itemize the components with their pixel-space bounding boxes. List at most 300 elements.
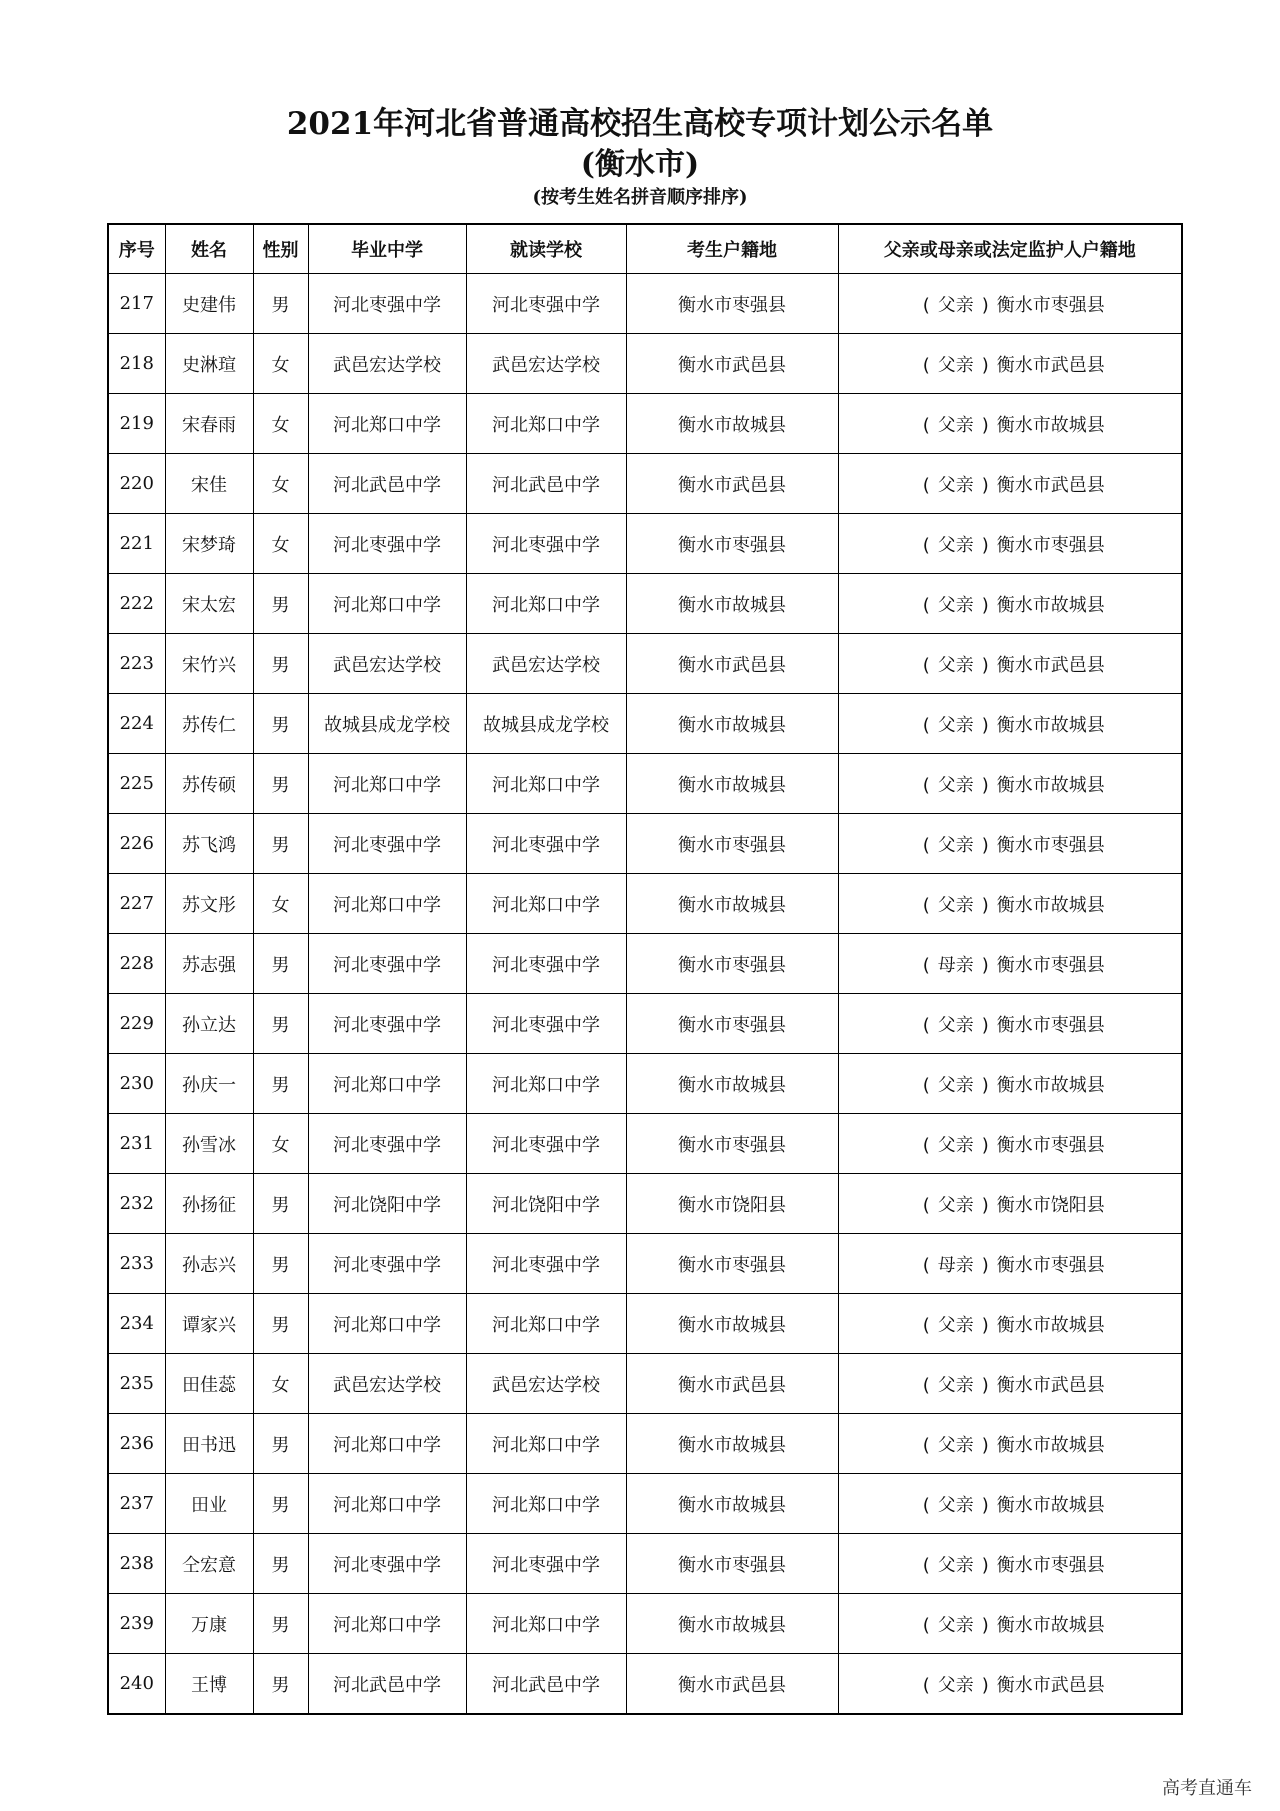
open-paren: ( — [922, 1494, 930, 1516]
cell-residence: 衡水市武邑县 — [626, 1654, 838, 1715]
cell-no: 234 — [108, 1294, 165, 1354]
cell-gender: 男 — [253, 634, 308, 694]
cell-guardian — [838, 1174, 1182, 1234]
guardian-role: 父亲 — [937, 414, 974, 436]
guardian-role: 父亲 — [937, 534, 974, 556]
cell-grad-school: 河北郑口中学 — [308, 874, 466, 934]
cell-grad-school: 河北武邑中学 — [308, 454, 466, 514]
close-paren: ) — [981, 714, 989, 736]
cell-name: 苏文彤 — [165, 874, 253, 934]
header-current-school: 就读学校 — [466, 224, 626, 274]
guardian-role: 父亲 — [937, 1434, 974, 1456]
guardian-residence: 衡水市枣强县 — [996, 534, 1105, 556]
close-paren: ) — [981, 894, 989, 916]
cell-name: 史建伟 — [165, 274, 253, 334]
guardian-residence: 衡水市枣强县 — [996, 954, 1105, 976]
guardian-role: 父亲 — [937, 294, 974, 316]
guardian-residence: 衡水市枣强县 — [996, 834, 1105, 856]
cell-current-school: 河北枣强中学 — [466, 1114, 626, 1174]
cell-grad-school: 河北枣强中学 — [308, 274, 466, 334]
cell-grad-school: 河北郑口中学 — [308, 1474, 466, 1534]
cell-no: 240 — [108, 1654, 165, 1715]
close-paren: ) — [981, 414, 989, 436]
table-row — [108, 394, 1182, 454]
table-body — [108, 274, 1182, 1715]
table-row — [108, 1534, 1182, 1594]
cell-current-school: 河北枣强中学 — [466, 994, 626, 1054]
guardian-residence: 衡水市故城县 — [996, 414, 1105, 436]
guardian-role: 父亲 — [937, 1014, 974, 1036]
cell-no: 225 — [108, 754, 165, 814]
open-paren: ( — [922, 1254, 930, 1276]
cell-current-school: 武邑宏达学校 — [466, 334, 626, 394]
cell-guardian — [838, 1594, 1182, 1654]
cell-guardian — [838, 754, 1182, 814]
cell-residence: 衡水市枣强县 — [626, 994, 838, 1054]
cell-gender: 女 — [253, 514, 308, 574]
open-paren: ( — [922, 714, 930, 736]
close-paren: ) — [981, 1134, 989, 1156]
header-grad-school: 毕业中学 — [308, 224, 466, 274]
cell-no: 236 — [108, 1414, 165, 1474]
open-paren: ( — [922, 1374, 930, 1396]
guardian-residence: 衡水市故城县 — [996, 594, 1105, 616]
guardian-residence: 衡水市故城县 — [996, 1074, 1105, 1096]
cell-residence: 衡水市武邑县 — [626, 634, 838, 694]
table-row — [108, 514, 1182, 574]
guardian-residence: 衡水市枣强县 — [996, 1014, 1105, 1036]
cell-current-school: 河北郑口中学 — [466, 1474, 626, 1534]
guardian-role: 父亲 — [937, 1494, 974, 1516]
cell-grad-school: 河北郑口中学 — [308, 574, 466, 634]
cell-name: 谭家兴 — [165, 1294, 253, 1354]
close-paren: ) — [981, 594, 989, 616]
cell-no: 224 — [108, 694, 165, 754]
cell-current-school: 河北郑口中学 — [466, 874, 626, 934]
cell-residence: 衡水市故城县 — [626, 694, 838, 754]
close-paren: ) — [981, 1434, 989, 1456]
cell-gender: 女 — [253, 1354, 308, 1414]
cell-current-school: 河北郑口中学 — [466, 1594, 626, 1654]
cell-residence: 衡水市武邑县 — [626, 1354, 838, 1414]
cell-name: 孙扬征 — [165, 1174, 253, 1234]
open-paren: ( — [922, 654, 930, 676]
cell-guardian — [838, 1534, 1182, 1594]
cell-current-school: 河北枣强中学 — [466, 814, 626, 874]
close-paren: ) — [981, 954, 989, 976]
cell-guardian — [838, 274, 1182, 334]
guardian-residence: 衡水市饶阳县 — [996, 1194, 1105, 1216]
open-paren: ( — [922, 1134, 930, 1156]
guardian-residence: 衡水市故城县 — [996, 1614, 1105, 1636]
cell-name: 孙雪冰 — [165, 1114, 253, 1174]
guardian-residence: 衡水市枣强县 — [996, 1134, 1105, 1156]
table-row — [108, 274, 1182, 334]
table-row — [108, 994, 1182, 1054]
close-paren: ) — [981, 654, 989, 676]
guardian-role: 父亲 — [937, 1374, 974, 1396]
cell-no: 218 — [108, 334, 165, 394]
cell-name: 仝宏意 — [165, 1534, 253, 1594]
cell-no: 232 — [108, 1174, 165, 1234]
cell-name: 田佳蕊 — [165, 1354, 253, 1414]
cell-residence: 衡水市故城县 — [626, 394, 838, 454]
cell-name: 史淋瑄 — [165, 334, 253, 394]
cell-name: 苏传硕 — [165, 754, 253, 814]
table-row — [108, 334, 1182, 394]
cell-grad-school: 武邑宏达学校 — [308, 1354, 466, 1414]
guardian-role: 父亲 — [937, 1614, 974, 1636]
open-paren: ( — [922, 594, 930, 616]
table-row — [108, 1294, 1182, 1354]
cell-name: 宋梦琦 — [165, 514, 253, 574]
table-row — [108, 454, 1182, 514]
cell-guardian — [838, 934, 1182, 994]
cell-name: 田业 — [165, 1474, 253, 1534]
cell-residence: 衡水市枣强县 — [626, 814, 838, 874]
cell-residence: 衡水市枣强县 — [626, 274, 838, 334]
cell-grad-school: 河北枣强中学 — [308, 1114, 466, 1174]
open-paren: ( — [922, 1314, 930, 1336]
table-row — [108, 1354, 1182, 1414]
guardian-role: 父亲 — [937, 1074, 974, 1096]
cell-current-school: 河北郑口中学 — [466, 1054, 626, 1114]
cell-residence: 衡水市枣强县 — [626, 1234, 838, 1294]
cell-gender: 男 — [253, 694, 308, 754]
cell-residence: 衡水市故城县 — [626, 574, 838, 634]
cell-current-school: 故城县成龙学校 — [466, 694, 626, 754]
cell-grad-school: 故城县成龙学校 — [308, 694, 466, 754]
guardian-role: 父亲 — [937, 1674, 974, 1696]
table-row — [108, 1474, 1182, 1534]
close-paren: ) — [981, 1314, 989, 1336]
guardian-residence: 衡水市故城县 — [996, 774, 1105, 796]
guardian-role: 父亲 — [937, 1134, 974, 1156]
cell-residence: 衡水市故城县 — [626, 754, 838, 814]
page-subtitle-city: (衡水市) — [580, 147, 700, 182]
cell-grad-school: 河北郑口中学 — [308, 1594, 466, 1654]
cell-gender: 男 — [253, 1414, 308, 1474]
table-row — [108, 874, 1182, 934]
table-row — [108, 814, 1182, 874]
cell-current-school: 河北武邑中学 — [466, 454, 626, 514]
cell-name: 宋竹兴 — [165, 634, 253, 694]
close-paren: ) — [981, 1554, 989, 1576]
close-paren: ) — [981, 474, 989, 496]
guardian-residence: 衡水市武邑县 — [996, 354, 1105, 376]
close-paren: ) — [981, 1194, 989, 1216]
guardian-residence: 衡水市故城县 — [996, 1494, 1105, 1516]
table-row — [108, 634, 1182, 694]
guardian-residence: 衡水市枣强县 — [996, 1554, 1105, 1576]
cell-grad-school: 河北饶阳中学 — [308, 1174, 466, 1234]
cell-no: 220 — [108, 454, 165, 514]
cell-name: 孙立达 — [165, 994, 253, 1054]
cell-gender: 男 — [253, 1654, 308, 1715]
cell-guardian — [838, 1414, 1182, 1474]
sort-note: (按考生姓名拼音顺序排序) — [532, 187, 748, 208]
cell-gender: 男 — [253, 1534, 308, 1594]
table-row — [108, 934, 1182, 994]
guardian-residence: 衡水市故城县 — [996, 1314, 1105, 1336]
cell-guardian — [838, 634, 1182, 694]
cell-no: 230 — [108, 1054, 165, 1114]
roster-table — [107, 223, 1183, 1715]
cell-name: 宋佳 — [165, 454, 253, 514]
cell-current-school: 河北郑口中学 — [466, 1294, 626, 1354]
cell-residence: 衡水市枣强县 — [626, 514, 838, 574]
close-paren: ) — [981, 294, 989, 316]
guardian-role: 父亲 — [937, 1194, 974, 1216]
open-paren: ( — [922, 1434, 930, 1456]
cell-residence: 衡水市故城县 — [626, 1594, 838, 1654]
cell-gender: 男 — [253, 754, 308, 814]
table-row — [108, 1654, 1182, 1715]
open-paren: ( — [922, 954, 930, 976]
cell-residence: 衡水市枣强县 — [626, 1534, 838, 1594]
cell-gender: 女 — [253, 1114, 308, 1174]
cell-gender: 男 — [253, 1474, 308, 1534]
header-row — [108, 224, 1182, 274]
cell-name: 宋太宏 — [165, 574, 253, 634]
guardian-residence: 衡水市故城县 — [996, 1434, 1105, 1456]
cell-guardian — [838, 694, 1182, 754]
cell-no: 233 — [108, 1234, 165, 1294]
cell-guardian — [838, 1234, 1182, 1294]
cell-gender: 男 — [253, 1594, 308, 1654]
cell-current-school: 河北枣强中学 — [466, 934, 626, 994]
cell-no: 219 — [108, 394, 165, 454]
cell-residence: 衡水市故城县 — [626, 1474, 838, 1534]
cell-residence: 衡水市武邑县 — [626, 334, 838, 394]
cell-name: 孙庆一 — [165, 1054, 253, 1114]
close-paren: ) — [981, 1074, 989, 1096]
close-paren: ) — [981, 1494, 989, 1516]
cell-current-school: 武邑宏达学校 — [466, 1354, 626, 1414]
guardian-role: 父亲 — [937, 654, 974, 676]
open-paren: ( — [922, 414, 930, 436]
cell-residence: 衡水市饶阳县 — [626, 1174, 838, 1234]
open-paren: ( — [922, 474, 930, 496]
cell-guardian — [838, 1654, 1182, 1715]
cell-residence: 衡水市故城县 — [626, 1054, 838, 1114]
cell-grad-school: 河北枣强中学 — [308, 994, 466, 1054]
open-paren: ( — [922, 1074, 930, 1096]
cell-residence: 衡水市故城县 — [626, 1414, 838, 1474]
guardian-residence: 衡水市故城县 — [996, 894, 1105, 916]
cell-name: 王博 — [165, 1654, 253, 1715]
cell-no: 222 — [108, 574, 165, 634]
table-row — [108, 1594, 1182, 1654]
cell-no: 221 — [108, 514, 165, 574]
cell-gender: 男 — [253, 934, 308, 994]
cell-guardian — [838, 1294, 1182, 1354]
close-paren: ) — [981, 534, 989, 556]
cell-gender: 女 — [253, 334, 308, 394]
open-paren: ( — [922, 1194, 930, 1216]
cell-no: 223 — [108, 634, 165, 694]
table-row — [108, 1414, 1182, 1474]
cell-no: 231 — [108, 1114, 165, 1174]
guardian-role: 父亲 — [937, 1554, 974, 1576]
cell-gender: 女 — [253, 874, 308, 934]
header-guardian-residence: 父亲或母亲或法定监护人户籍地 — [838, 224, 1182, 274]
cell-guardian — [838, 994, 1182, 1054]
cell-current-school: 河北枣强中学 — [466, 274, 626, 334]
close-paren: ) — [981, 1014, 989, 1036]
cell-current-school: 河北郑口中学 — [466, 574, 626, 634]
close-paren: ) — [981, 1374, 989, 1396]
cell-guardian — [838, 574, 1182, 634]
cell-no: 237 — [108, 1474, 165, 1534]
cell-guardian — [838, 454, 1182, 514]
guardian-residence: 衡水市武邑县 — [996, 1674, 1105, 1696]
cell-current-school: 河北郑口中学 — [466, 394, 626, 454]
cell-guardian — [838, 1114, 1182, 1174]
cell-current-school: 河北郑口中学 — [466, 1414, 626, 1474]
cell-current-school: 武邑宏达学校 — [466, 634, 626, 694]
cell-no: 226 — [108, 814, 165, 874]
cell-gender: 男 — [253, 1054, 308, 1114]
guardian-role: 母亲 — [937, 1254, 974, 1276]
close-paren: ) — [981, 354, 989, 376]
cell-residence: 衡水市武邑县 — [626, 454, 838, 514]
open-paren: ( — [922, 1614, 930, 1636]
cell-name: 苏志强 — [165, 934, 253, 994]
table-row — [108, 754, 1182, 814]
table-header — [108, 224, 1182, 274]
cell-current-school: 河北枣强中学 — [466, 1534, 626, 1594]
table-row — [108, 1114, 1182, 1174]
cell-residence: 衡水市故城县 — [626, 874, 838, 934]
cell-grad-school: 河北郑口中学 — [308, 754, 466, 814]
cell-current-school: 河北枣强中学 — [466, 514, 626, 574]
cell-grad-school: 河北枣强中学 — [308, 934, 466, 994]
cell-guardian — [838, 1054, 1182, 1114]
guardian-role: 父亲 — [937, 594, 974, 616]
cell-guardian — [838, 1354, 1182, 1414]
cell-grad-school: 河北枣强中学 — [308, 1534, 466, 1594]
watermark-text: 高考直通车 — [1162, 1778, 1252, 1799]
cell-gender: 女 — [253, 394, 308, 454]
header-name: 姓名 — [165, 224, 253, 274]
cell-name: 苏飞鸿 — [165, 814, 253, 874]
cell-gender: 男 — [253, 1234, 308, 1294]
guardian-role: 父亲 — [937, 894, 974, 916]
cell-no: 228 — [108, 934, 165, 994]
cell-gender: 男 — [253, 1174, 308, 1234]
open-paren: ( — [922, 1674, 930, 1696]
guardian-residence: 衡水市枣强县 — [996, 1254, 1105, 1276]
guardian-residence: 衡水市故城县 — [996, 714, 1105, 736]
header-no: 序号 — [108, 224, 165, 274]
cell-residence: 衡水市故城县 — [626, 1294, 838, 1354]
cell-name: 苏传仁 — [165, 694, 253, 754]
cell-guardian — [838, 334, 1182, 394]
cell-current-school: 河北武邑中学 — [466, 1654, 626, 1715]
open-paren: ( — [922, 894, 930, 916]
open-paren: ( — [922, 294, 930, 316]
cell-residence: 衡水市枣强县 — [626, 934, 838, 994]
header-gender: 性别 — [253, 224, 308, 274]
cell-current-school: 河北饶阳中学 — [466, 1174, 626, 1234]
cell-name: 田书迅 — [165, 1414, 253, 1474]
cell-guardian — [838, 514, 1182, 574]
open-paren: ( — [922, 834, 930, 856]
open-paren: ( — [922, 354, 930, 376]
cell-grad-school: 河北郑口中学 — [308, 1294, 466, 1354]
cell-no: 227 — [108, 874, 165, 934]
cell-grad-school: 武邑宏达学校 — [308, 634, 466, 694]
cell-no: 239 — [108, 1594, 165, 1654]
guardian-role: 父亲 — [937, 714, 974, 736]
cell-name: 孙志兴 — [165, 1234, 253, 1294]
guardian-role: 父亲 — [937, 354, 974, 376]
open-paren: ( — [922, 1014, 930, 1036]
cell-gender: 女 — [253, 454, 308, 514]
table-row — [108, 574, 1182, 634]
cell-gender: 男 — [253, 1294, 308, 1354]
open-paren: ( — [922, 1554, 930, 1576]
page-title: 2021年河北省普通高校招生高校专项计划公示名单 — [286, 106, 994, 142]
cell-gender: 男 — [253, 814, 308, 874]
close-paren: ) — [981, 834, 989, 856]
close-paren: ) — [981, 1614, 989, 1636]
header-residence: 考生户籍地 — [626, 224, 838, 274]
guardian-role: 父亲 — [937, 774, 974, 796]
guardian-role: 母亲 — [937, 954, 974, 976]
cell-grad-school: 武邑宏达学校 — [308, 334, 466, 394]
cell-residence: 衡水市枣强县 — [626, 1114, 838, 1174]
guardian-role: 父亲 — [937, 834, 974, 856]
table-row — [108, 1054, 1182, 1114]
guardian-residence: 衡水市枣强县 — [996, 294, 1105, 316]
guardian-residence: 衡水市武邑县 — [996, 654, 1105, 676]
guardian-role: 父亲 — [937, 1314, 974, 1336]
table-row — [108, 1234, 1182, 1294]
cell-no: 229 — [108, 994, 165, 1054]
cell-grad-school: 河北郑口中学 — [308, 1054, 466, 1114]
cell-grad-school: 河北郑口中学 — [308, 394, 466, 454]
cell-grad-school: 河北枣强中学 — [308, 514, 466, 574]
cell-guardian — [838, 874, 1182, 934]
guardian-role: 父亲 — [937, 474, 974, 496]
cell-no: 238 — [108, 1534, 165, 1594]
close-paren: ) — [981, 1674, 989, 1696]
cell-current-school: 河北郑口中学 — [466, 754, 626, 814]
close-paren: ) — [981, 774, 989, 796]
cell-gender: 男 — [253, 574, 308, 634]
guardian-residence: 衡水市武邑县 — [996, 474, 1105, 496]
cell-name: 万康 — [165, 1594, 253, 1654]
cell-name: 宋春雨 — [165, 394, 253, 454]
cell-gender: 男 — [253, 274, 308, 334]
close-paren: ) — [981, 1254, 989, 1276]
cell-no: 217 — [108, 274, 165, 334]
cell-grad-school: 河北武邑中学 — [308, 1654, 466, 1715]
cell-grad-school: 河北郑口中学 — [308, 1414, 466, 1474]
cell-grad-school: 河北枣强中学 — [308, 814, 466, 874]
cell-current-school: 河北枣强中学 — [466, 1234, 626, 1294]
cell-no: 235 — [108, 1354, 165, 1414]
guardian-residence: 衡水市武邑县 — [996, 1374, 1105, 1396]
cell-grad-school: 河北枣强中学 — [308, 1234, 466, 1294]
open-paren: ( — [922, 534, 930, 556]
table-row — [108, 694, 1182, 754]
table-row — [108, 1174, 1182, 1234]
open-paren: ( — [922, 774, 930, 796]
cell-guardian — [838, 394, 1182, 454]
